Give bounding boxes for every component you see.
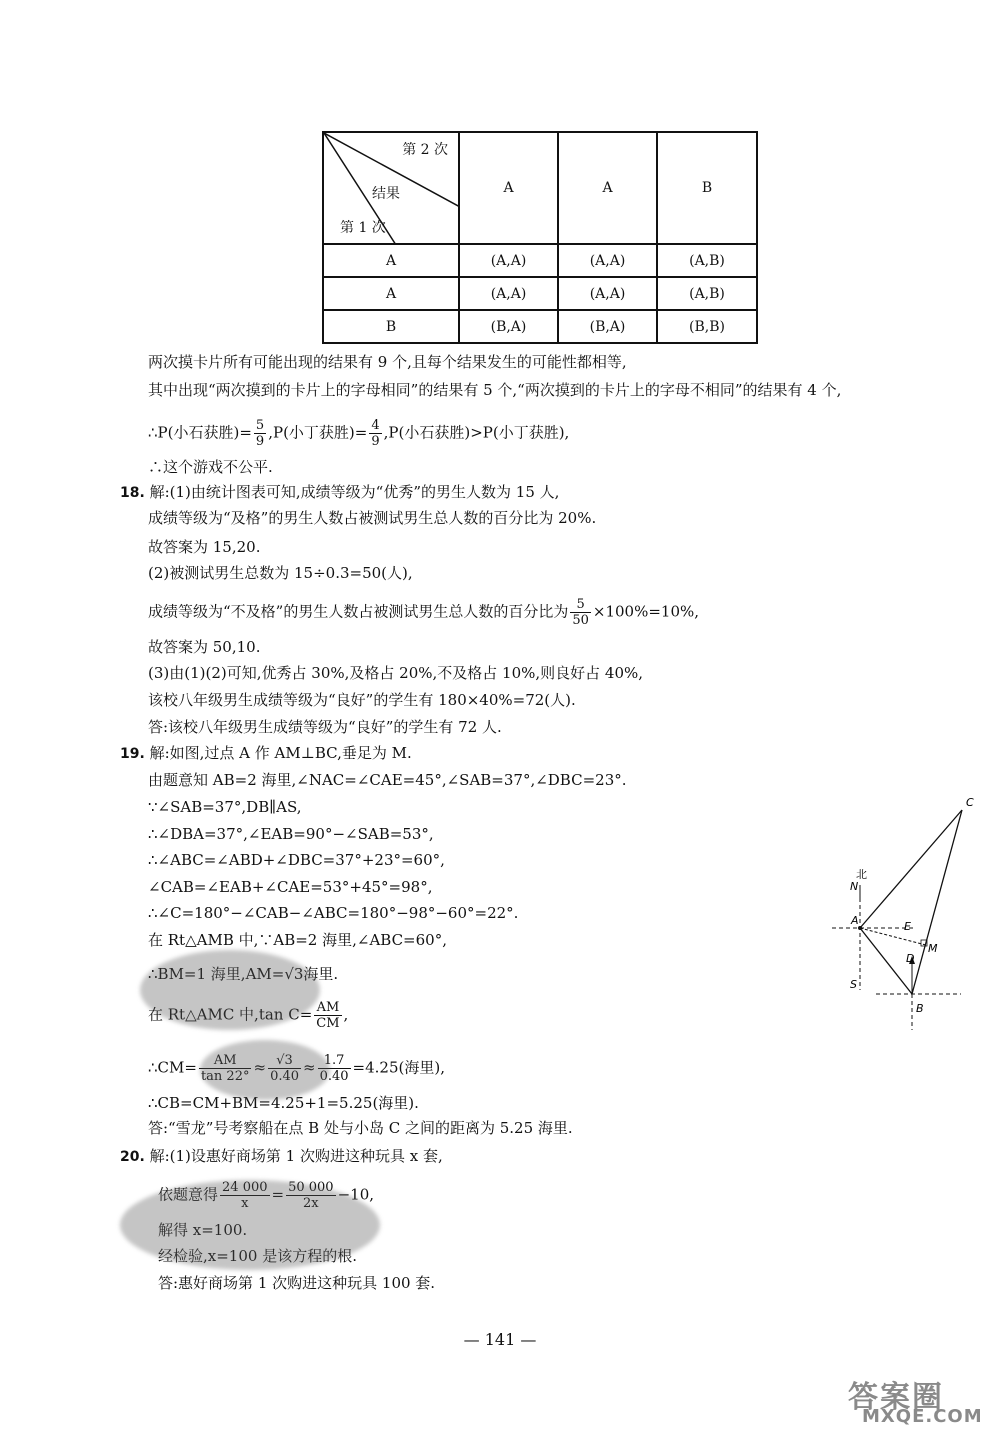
q19-line-11: ∴CM= $\frac{AM}{\tan 22^\circ}$ ≈ $\frac{√3}{0.40}$ ≈ $\frac{1.7}{0.40}$ =4.25(海里), (148, 1053, 445, 1084)
q20-line-1: 20. 解:(1)设惠好商场第 1 次购进这种玩具 x 套, (120, 1147, 443, 1165)
scan-smudge (200, 1040, 330, 1100)
label-m: M (928, 942, 938, 955)
q17-line-1: 两次摸卡片所有可能出现的结果有 9 个,且每个结果发生的可能性都相等, (148, 353, 627, 371)
q19-line-4: ∴∠DBA=37°,∠EAB=90°−∠SAB=53°, (148, 825, 434, 843)
q17-line-3: ∴P(小石获胜)= $\frac{5}{9}$ ,P(小丁获胜)= $\frac{4}{9}$ ,P(小石获胜)>P(小丁获胜), (148, 418, 570, 449)
question-number: 20. (120, 1149, 145, 1165)
table-row (323, 310, 757, 343)
q19-line-13: 答:“雪龙”号考察船在点 B 处与小岛 C 之间的距离为 5.25 海里. (148, 1119, 573, 1137)
fraction: $\frac{4}{9}$ (371, 418, 380, 449)
fraction: $\frac{5}{50}$ (572, 597, 589, 628)
table-cell: (A,A) (558, 244, 657, 277)
q18-line-5: 成绩等级为“不及格”的男生人数占被测试男生总人数的百分比为 $\frac{5}{50}$ ×100%=10%, (148, 597, 700, 628)
row-header: B (323, 310, 459, 343)
fraction: $\frac{24 000}{x}$ (222, 1180, 268, 1211)
q20-line-3: 解得 x=100. (158, 1221, 248, 1239)
q19-line-7: ∴∠C=180°−∠CAB−∠ABC=180°−98°−60°=22°. (148, 904, 519, 922)
question-number: 19. (120, 746, 145, 762)
row-header: A (323, 244, 459, 277)
table-cell: (B,A) (459, 310, 558, 343)
segment-ab (860, 928, 915, 994)
q19-line-6: ∠CAB=∠EAB+∠CAE=53°+45°=98°, (148, 878, 433, 896)
table-row (323, 244, 757, 277)
table-cell: (A,B) (657, 244, 757, 277)
table-cell: (A,A) (459, 244, 558, 277)
fraction: $\frac{50 000}{2x}$ (288, 1180, 334, 1211)
q20-line-4: 经检验,x=100 是该方程的根. (158, 1247, 357, 1265)
column-header: A (558, 132, 657, 244)
q19-line-3: ∵∠SAB=37°,DB∥AS, (148, 798, 302, 816)
q19-line-8: 在 Rt△AMB 中,∵AB=2 海里,∠ABC=60°, (148, 931, 447, 949)
header-first-draw: 第 1 次 (340, 220, 386, 236)
table-cell: (A,A) (459, 277, 558, 310)
q17-line-4: ∴这个游戏不公平. (148, 458, 273, 476)
row-header: A (323, 277, 459, 310)
point-a (858, 926, 862, 930)
fraction: $\frac{AM}{\tan 22^\circ}$ (200, 1053, 250, 1084)
q18-line-8: 该校八年级男生成绩等级为“良好”的学生有 180×40%=72(人). (148, 691, 576, 709)
fraction: $\frac{5}{9}$ (255, 418, 265, 449)
q18-line-4: (2)被测试男生总数为 15÷0.3=50(人), (148, 564, 413, 582)
q20-line-5: 答:惠好商场第 1 次购进这种玩具 100 套. (158, 1274, 436, 1292)
q18-line-6: 故答案为 50,10. (148, 638, 261, 656)
scan-smudge (140, 950, 320, 1030)
q19-line-2: 由题意知 AB=2 海里,∠NAC=∠CAE=45°,∠SAB=37°,∠DBC=23°. (148, 771, 627, 789)
table-cell: (A,A) (558, 277, 657, 310)
q18-line-2: 成绩等级为“及格”的男生人数占被测试男生总人数的百分比为 20%. (148, 509, 597, 527)
q18-line-1: 18. 解:(1)由统计图表可知,成绩等级为“优秀”的男生人数为 15 人, (120, 483, 560, 501)
label-c: C (966, 796, 974, 809)
table-cell: (A,B) (657, 277, 757, 310)
label-north: 北 (856, 868, 867, 881)
column-header: A (459, 132, 558, 244)
label-a: A (851, 914, 859, 927)
q19-line-12: ∴CB=CM+BM=4.25+1=5.25(海里). (148, 1094, 419, 1112)
label-n: N (850, 880, 859, 893)
label-s: S (850, 978, 857, 991)
page-number: — 141 — (463, 1330, 537, 1349)
q19-line-9: ∴BM=1 海里,AM=√3海里. (148, 965, 339, 983)
header-second-draw: 第 2 次 (402, 142, 448, 158)
label-b: B (916, 1002, 924, 1015)
table-cell: (B,B) (657, 310, 757, 343)
table-cell: (B,A) (558, 310, 657, 343)
scan-smudge (120, 1180, 380, 1270)
column-header: B (657, 132, 757, 244)
q18-line-7: (3)由(1)(2)可知,优秀占 30%,及格占 20%,不及格占 10%,则良好占 40%, (148, 664, 644, 682)
outcome-table (322, 131, 758, 344)
geometry-figure (826, 790, 986, 1040)
site-watermark (826, 1372, 986, 1430)
q19-line-1: 19. 解:如图,过点 A 作 AM⊥BC,垂足为 M. (120, 744, 412, 762)
segment-ac (860, 810, 962, 928)
q17-line-2: 其中出现“两次摸到的卡片上的字母相同”的结果有 5 个,“两次摸到的卡片上的字母不相同”的结果有 4 个, (148, 381, 842, 399)
q19-line-5: ∴∠ABC=∠ABD+∠DBC=37°+23°=60°, (148, 851, 445, 869)
question-number: 18. (120, 485, 145, 501)
q19-line-10: 在 Rt△AMC 中,tan C= $\frac{AM}{CM}$ , (148, 1000, 349, 1031)
table-corner-cell (323, 132, 459, 244)
fraction: $\frac{√3}{0.40}$ (270, 1053, 300, 1084)
segment-am (860, 928, 926, 945)
table-row (323, 277, 757, 310)
label-e: E (904, 920, 911, 933)
q18-line-3: 故答案为 15,20. (148, 538, 261, 556)
watermark-logo-text: 答案圈 (848, 1380, 944, 1415)
header-result: 结果 (372, 186, 400, 202)
fraction: $\frac{1.7}{0.40}$ (319, 1053, 349, 1084)
q20-line-2: 依题意得 $\frac{24 000}{x}$ = $\frac{50 000}{2x}$ −10, (158, 1180, 375, 1211)
segment-cb (912, 810, 962, 994)
label-d: D (906, 952, 915, 965)
watermark-url: MXQE.COM (862, 1406, 983, 1427)
fraction: $\frac{AM}{CM}$ (316, 1000, 340, 1031)
q18-line-9: 答:该校八年级男生成绩等级为“良好”的学生有 72 人. (148, 718, 502, 736)
